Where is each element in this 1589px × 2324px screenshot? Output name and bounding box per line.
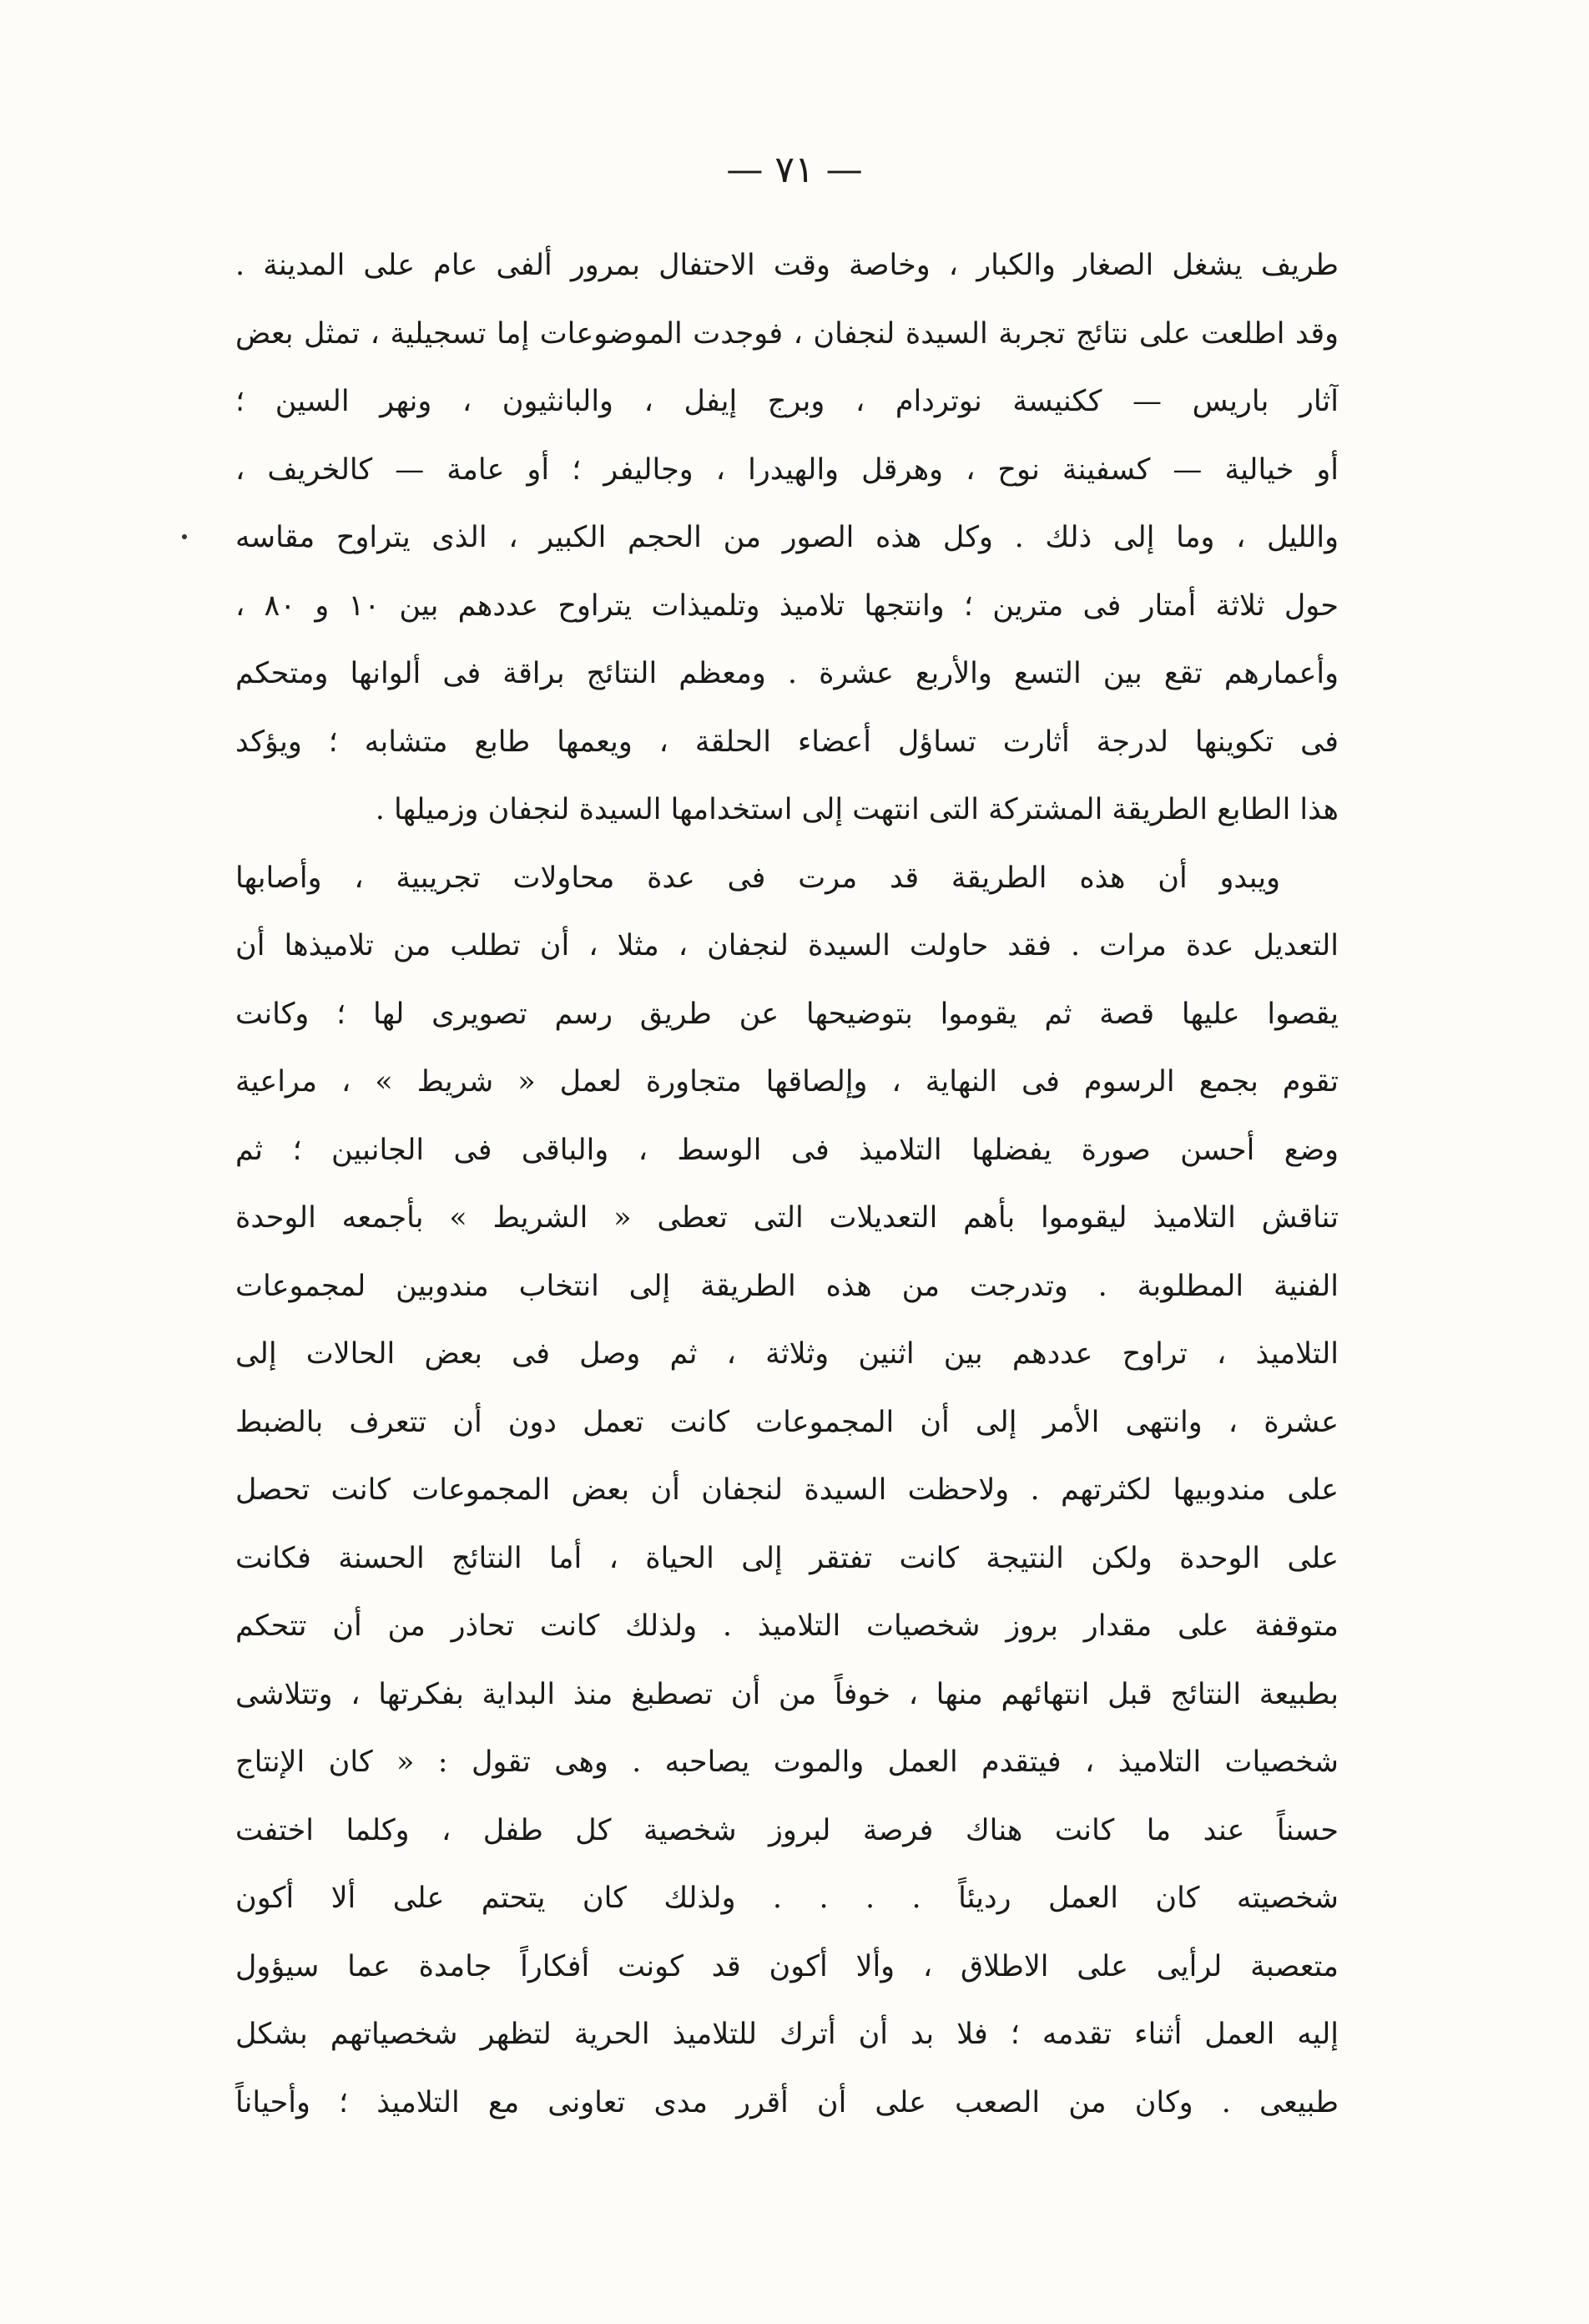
paragraph-end-line: هذا الطابع الطريقة المشتركة التى انتهت إلى استخدامها السيدة لنجفان وزميلها . (375, 793, 1339, 826)
text-line: شخصيات التلاميذ ، فيتقدم العمل والموت يصاحبه . وهى تقول : « كان الإنتاج (235, 1746, 1339, 1779)
text-line: طبيعى . وكان من الصعب على أن أقرر مدى تعاونى مع التلاميذ ؛ وأحياناً (235, 2085, 1339, 2119)
text-line: طريف يشغل الصغار والكبار ، وخاصة وقت الاحتفال بمرور ألفى عام على المدينة . (235, 249, 1339, 282)
page-number: — ٧١ — (726, 149, 863, 191)
text-line: شخصيته كان العمل رديئاً . . . . ولذلك كان يتحتم على ألا أكون (235, 1882, 1339, 1915)
text-line: وأعمارهم تقع بين التسع والأربع عشرة . ومعظم النتائج براقة فى ألوانها ومتحكم (235, 657, 1339, 690)
text-line: على الوحدة ولكن النتيجة كانت تفتقر إلى الحياة ، أما النتائج الحسنة فكانت (235, 1541, 1339, 1575)
text-line: وضع أحسن صورة يفضلها التلاميذ فى الوسط ، والباقى فى الجانبين ؛ ثم (235, 1133, 1339, 1167)
text-line: حسناً عند ما كانت هناك فرصة لبروز شخصية كل طفل ، وكلما اختفت (235, 1813, 1339, 1847)
text-line: آثار باريس — ككنيسة نوتردام ، وبرج إيفل ، والبانثيون ، ونهر السين ؛ (235, 385, 1339, 418)
text-line: التعديل عدة مرات . فقد حاولت السيدة لنجفان ، مثلا ، أن تطلب من تلاميذها أن (235, 929, 1339, 962)
text-block (235, 232, 1339, 2137)
text-line: حول ثلاثة أمتار فى مترين ؛ وانتجها تلاميذ وتلميذات يتراوح عددهم بين ١٠ و ٨٠ ، (235, 589, 1339, 623)
text-line: متوقفة على مقدار بروز شخصيات التلاميذ . ولذلك كانت تحاذر من أن تتحكم (235, 1609, 1339, 1643)
text-line: بطبيعة النتائج قبل انتهائهم منها ، خوفاً من أن تصطبغ منذ البداية بفكرتها ، وتتلاشى (235, 1677, 1339, 1711)
text-line: متعصبة لرأيى على الاطلاق ، وألا أكون قد كونت أفكاراً جامدة عما سيؤول (235, 1949, 1339, 1983)
text-line: والليل ، وما إلى ذلك . وكل هذه الصور من الحجم الكبير ، الذى يتراوح مقاسه (235, 521, 1339, 554)
text-line: يقصوا عليها قصة ثم يقوموا بتوضيحها عن طريق رسم تصويرى لها ؛ وكانت (235, 997, 1339, 1031)
text-line: عشرة ، وانتهى الأمر إلى أن المجموعات كانت تعمل دون أن تتعرف بالضبط (235, 1405, 1339, 1439)
text-line: التلاميذ ، تراوح عددهم بين اثنين وثلاثة ، ثم وصل فى بعض الحالات إلى (235, 1337, 1339, 1371)
text-line: الفنية المطلوبة . وتدرجت من هذه الطريقة إلى انتخاب مندوبين لمجموعات (235, 1269, 1339, 1303)
text-line: فى تكوينها لدرجة أثارت تساؤل أعضاء الحلقة ، ويعمها طابع متشابه ؛ ويؤكد (235, 725, 1339, 759)
text-line: أو خيالية — كسفينة نوح ، وهرقل والهيدرا ، وجاليفر ؛ أو عامة — كالخريف ، (235, 452, 1339, 487)
paragraph-start-line: ويبدو أن هذه الطريقة قد مرت فى عدة محاولات تجريبية ، وأصابها (235, 861, 1280, 895)
text-line: إليه العمل أثناء تقدمه ؛ فلا بد أن أترك للتلاميذ الحرية لتظهر شخصياتهم بشكل (235, 2018, 1339, 2051)
margin-mark (182, 534, 187, 539)
text-line: على مندوبيها لكثرتهم . ولاحظت السيدة لنجفان أن بعض المجموعات كانت تحصل (235, 1473, 1339, 1507)
text-line: تقوم بجمع الرسوم فى النهاية ، وإلصاقها متجاورة لعمل « شريط » ، مراعية (235, 1065, 1339, 1099)
text-line: تناقش التلاميذ ليقوموا بأهم التعديلات التى تعطى « الشريط » بأجمعه الوحدة (235, 1201, 1339, 1235)
text-line: وقد اطلعت على نتائج تجربة السيدة لنجفان ، فوجدت الموضوعات إما تسجيلية ، تمثل بعض (235, 316, 1339, 351)
